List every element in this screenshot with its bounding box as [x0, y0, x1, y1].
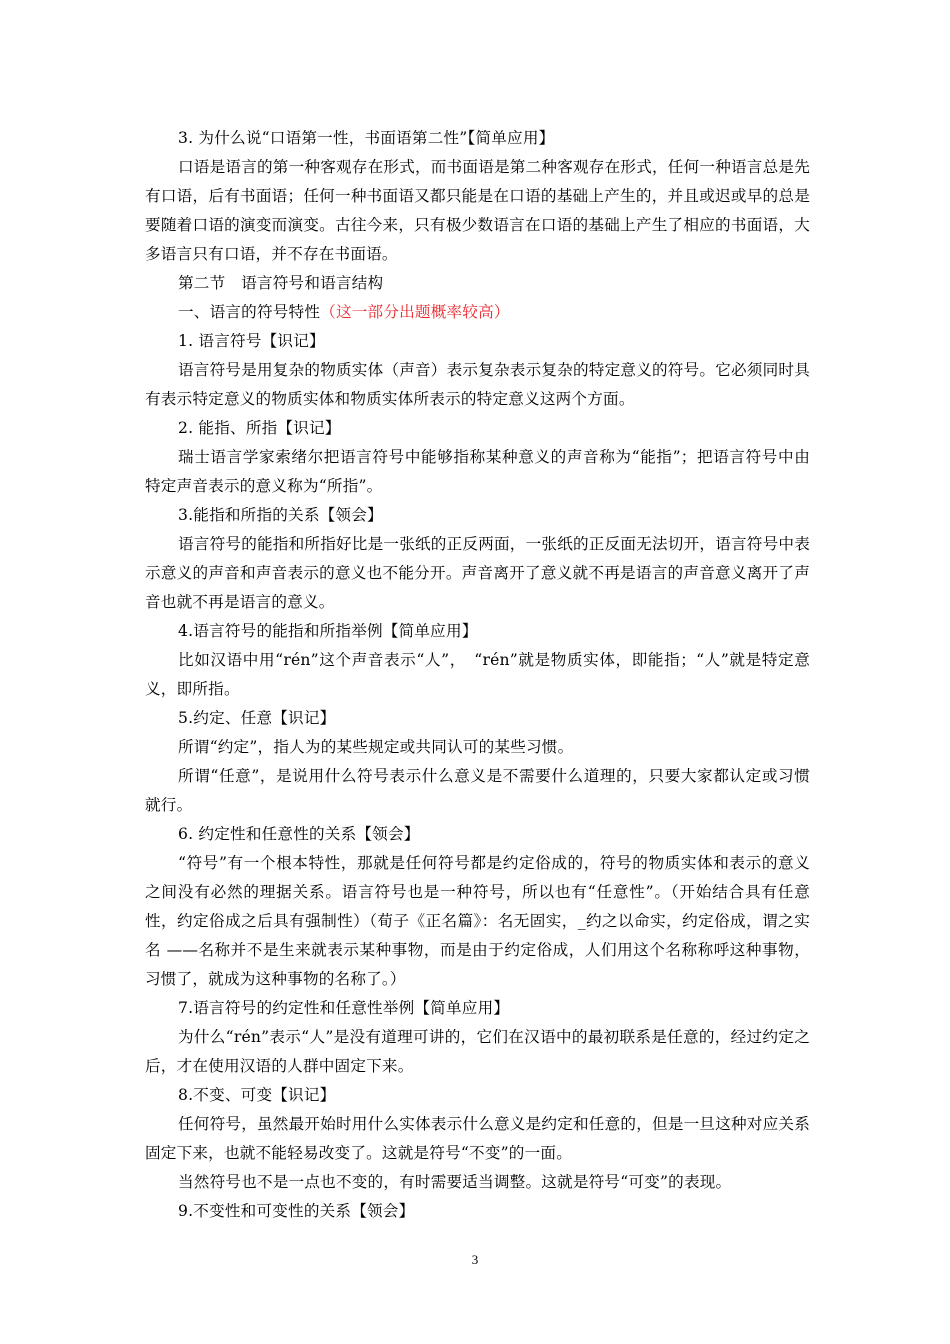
paragraph-text: 比如汉语中用“rén”这个声音表示“人”， “rén”就是物质实体，即能指；“人”就是特定意义，即所指。 — [145, 651, 810, 698]
paragraph-text: 当然符号也不是一点也不变的，有时需要适当调整。这就是符号“可变”的表现。 — [178, 1173, 732, 1191]
paragraph-text: 一、语言的符号特性 — [178, 303, 321, 321]
paragraph — [145, 820, 810, 849]
paragraph-text: 所谓“任意”，是说用什么符号表示什么意义是不需要什么道理的，只要大家都认定或习惯就行。 — [145, 767, 810, 814]
paragraph — [145, 762, 810, 820]
paragraph — [145, 704, 810, 733]
paragraph — [145, 1110, 810, 1168]
paragraph — [145, 617, 810, 646]
paragraph-text: 所谓“约定”，指人为的某些规定或共同认可的某些习惯。 — [178, 738, 574, 756]
paragraph-text: 语言符号的能指和所指好比是一张纸的正反两面，一张纸的正反面无法切开，语言符号中表示意义的声音和声音表示的意义也不能分开。声音离开了意义就不再是语言的声音意义离开了声音也就不再是语言的意义。 — [145, 535, 810, 611]
paragraph — [145, 124, 810, 153]
paragraph — [145, 646, 810, 704]
paragraph-text: 口语是语言的第一种客观存在形式，而书面语是第二种客观存在形式，任何一种语言总是先有口语，后有书面语；任何一种书面语又都只能是在口语的基础上产生的，并且或迟或早的总是要随着口语的演变而演变。古往今来，只有极少数语言在口语的基础上产生了相应的书面语，大多语言只有口语，并不存在书面语。 — [145, 158, 810, 263]
paragraph — [145, 849, 810, 994]
paragraph — [145, 269, 810, 298]
paragraph — [145, 994, 810, 1023]
paragraph-text: 5.约定、任意【识记】 — [178, 709, 336, 727]
paragraph-text: 第二节 语言符号和语言结构 — [178, 274, 384, 292]
paragraph-text: 3.能指和所指的关系【领会】 — [178, 506, 383, 524]
highlight-note: （这一部分出题概率较高） — [320, 303, 510, 321]
paragraph — [145, 1197, 810, 1226]
paragraph-text: 瑞士语言学家索绪尔把语言符号中能够指称某种意义的声音称为“能指”；把语言符号中由特定声音表示的意义称为“所指”。 — [145, 448, 810, 495]
paragraph-text: 任何符号，虽然最开始时用什么实体表示什么意义是约定和任意的，但是一旦这种对应关系固定下来，也就不能轻易改变了。这就是符号“不变”的一面。 — [145, 1115, 810, 1162]
paragraph-text: 3. 为什么说“口语第一性，书面语第二性”【简单应用】 — [178, 129, 555, 147]
paragraph-text: 为什么“rén”表示“人”是没有道理可讲的，它们在汉语中的最初联系是任意的，经过约定之后，才在使用汉语的人群中固定下来。 — [145, 1028, 810, 1075]
paragraph-text: “符号”有一个根本特性，那就是任何符号都是约定俗成的，符号的物质实体和表示的意义之间没有必然的理据关系。语言符号也是一种符号，所以也有“任意性”。（开始结合具有任意性，约定俗成之后具有强制性）（荀子《正名篇》：名无固实，_约之以命实，约定俗成，谓之实名 ——名称并不是生来就表示某种事物，而是由于约定俗成，人们用这个名称称呼这种事物，习惯了，就成为这种事物的名称了。） — [145, 854, 810, 988]
paragraph — [145, 443, 810, 501]
paragraph-text: 9.不变性和可变性的关系【领会】 — [178, 1202, 415, 1220]
paragraph-text: 8.不变、可变【识记】 — [178, 1086, 336, 1104]
paragraph — [145, 414, 810, 443]
paragraph — [145, 153, 810, 269]
paragraph — [145, 298, 810, 327]
paragraph-text: 1. 语言符号【识记】 — [178, 332, 325, 350]
paragraph-text: 6. 约定性和任意性的关系【领会】 — [178, 825, 420, 843]
paragraph — [145, 327, 810, 356]
paragraph — [145, 1023, 810, 1081]
page-number: 3 — [471, 1252, 479, 1267]
paragraph — [145, 530, 810, 617]
paragraph — [145, 356, 810, 414]
paragraph-text: 语言符号是用复杂的物质实体（声音）表示复杂表示复杂的特定意义的符号。它必须同时具有表示特定意义的物质实体和物质实体所表示的特定意义这两个方面。 — [145, 361, 810, 408]
page-body — [145, 124, 810, 1226]
paragraph-text: 4.语言符号的能指和所指举例【简单应用】 — [178, 622, 478, 640]
paragraph-text: 2. 能指、所指【识记】 — [178, 419, 341, 437]
paragraph — [145, 1081, 810, 1110]
paragraph — [145, 1168, 810, 1197]
paragraph-text: 7.语言符号的约定性和任意性举例【简单应用】 — [178, 999, 510, 1017]
paragraph — [145, 733, 810, 762]
paragraph — [145, 501, 810, 530]
